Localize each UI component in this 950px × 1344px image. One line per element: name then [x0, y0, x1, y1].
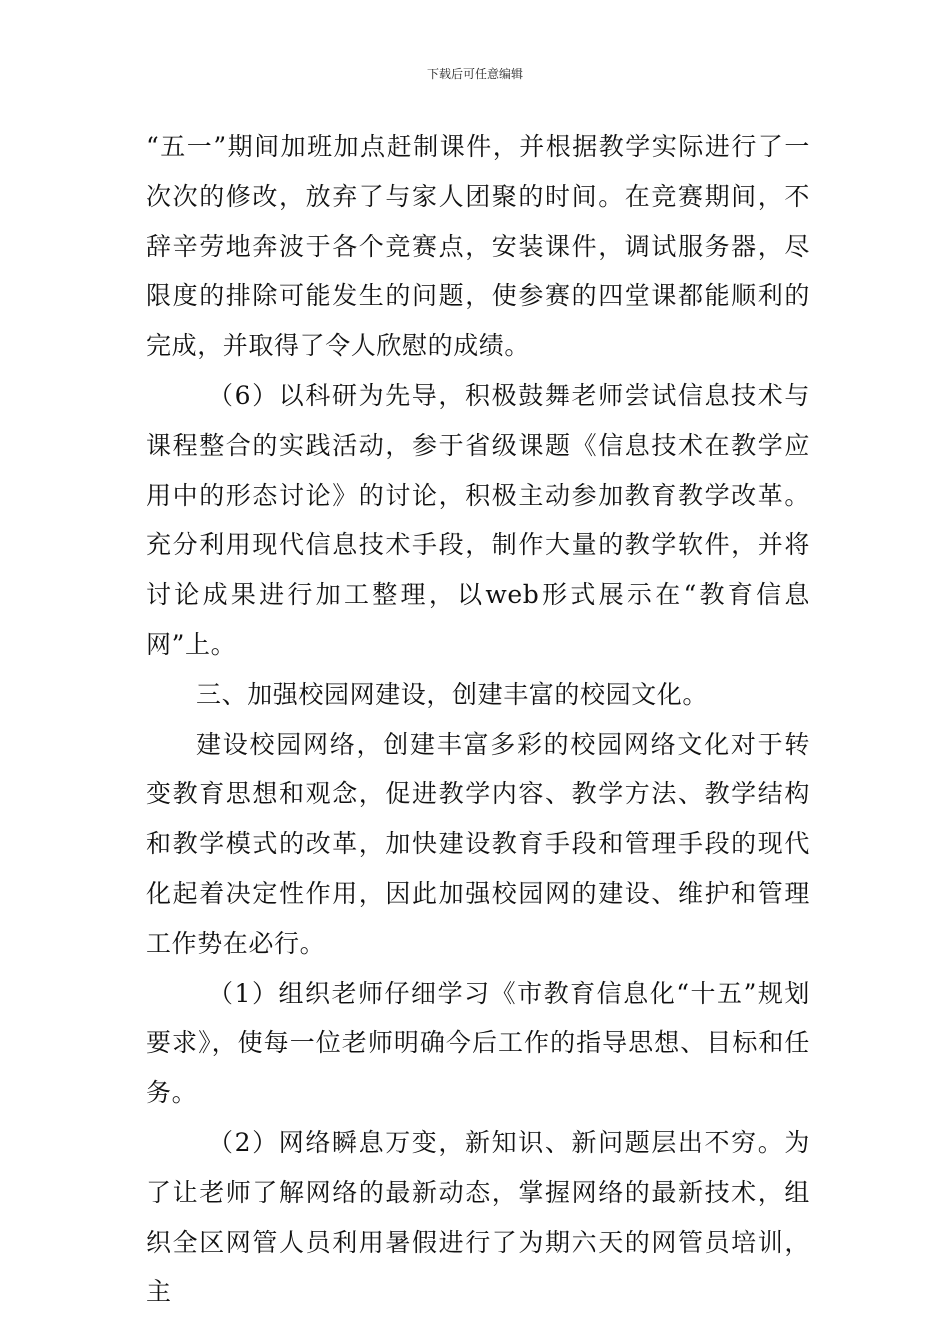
paragraph-item-1: （1）组织老师仔细学习《市教育信息化“十五”规划要求》，使每一位老师明确今后工作的指导思想、目标和任务。 — [146, 978, 810, 1108]
paragraph-item-2: （2）网络瞬息万变，新知识、新问题层出不穷。为了让老师了解网络的最新动态，掌握网络的最新技术，组织全区网管人员利用暑假进行了为期六天的网管员培训，主 — [146, 1127, 810, 1307]
paragraph-item-6: （6）以科研为先导，积极鼓舞老师尝试信息技术与课程整合的实践活动，参于省级课题《信息技术在教学应用中的形态讨论》的讨论，积极主动参加教育教学改革。充分利用现代信息技术手段，制作大量的教学软件，并将讨论成果进行加工整理，以web形式展示在“教育信息网”上。 — [146, 380, 810, 659]
document-body — [146, 122, 810, 1317]
paragraph-campus-network: 建设校园网络，创建丰富多彩的校园网络文化对于转变教育思想和观念，促进教学内容、教学方法、教学结构和教学模式的改革，加快建设教育手段和管理手段的现代化起着决定性作用，因此加强校园网的建设、维护和管理工作势在必行。 — [146, 729, 810, 958]
paragraph-continued: “五一”期间加班加点赶制课件，并根据教学实际进行了一次次的修改，放弃了与家人团聚的时间。在竞赛期间，不辞辛劳地奔波于各个竞赛点，安装课件，调试服务器，尽限度的排除可能发生的问题，使参赛的四堂课都能顺利的完成，并取得了令人欣慰的成绩。 — [146, 132, 810, 361]
section-heading-3: 三、加强校园网建设，创建丰富的校园文化。 — [196, 679, 709, 709]
header-note: 下载后可任意编辑 — [426, 67, 523, 81]
